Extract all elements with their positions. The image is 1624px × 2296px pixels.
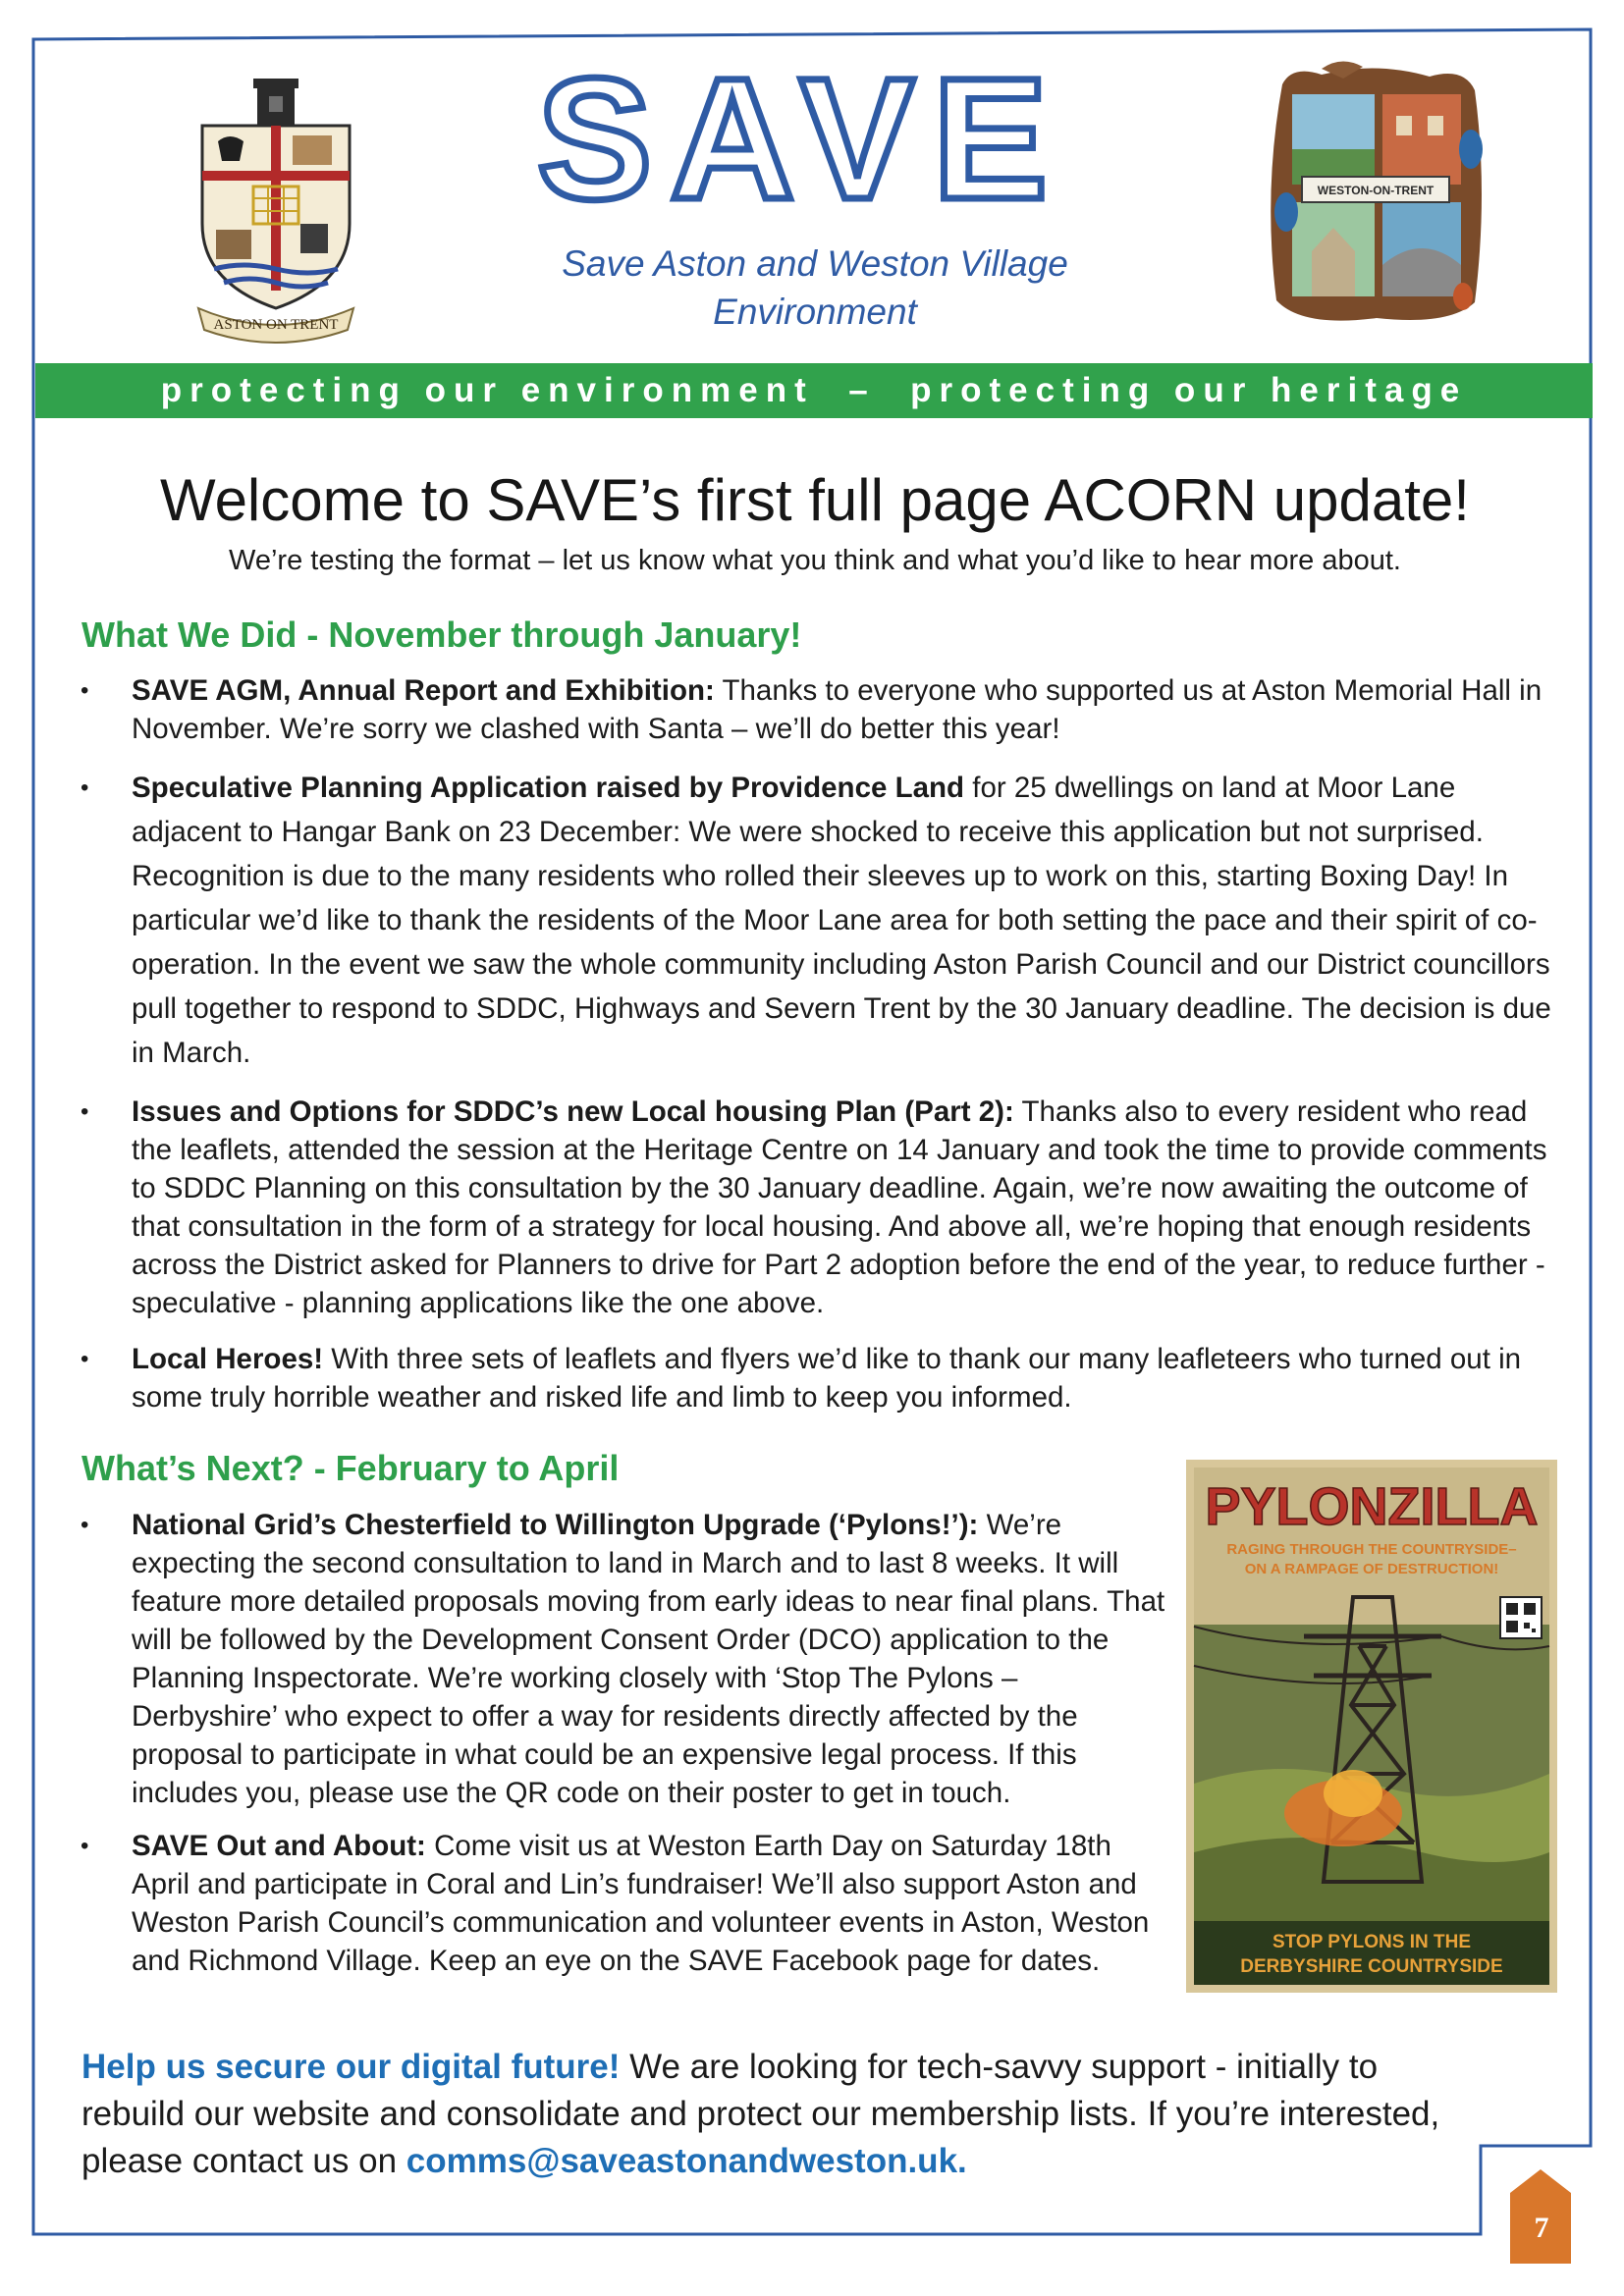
page-headline: Welcome to SAVE’s first full page ACORN update! <box>160 467 1470 533</box>
item-title: National Grid’s Chesterfield to Willington Upgrade (‘Pylons!’): <box>132 1509 979 1541</box>
section-heading-whats-next: What’s Next? - February to April <box>81 1448 620 1488</box>
svg-text:WESTON-ON-TRENT: WESTON-ON-TRENT <box>1317 184 1435 197</box>
whats-next-list <box>79 1506 1170 1995</box>
what-we-did-list <box>79 671 1551 1434</box>
list-item <box>79 1827 1170 1980</box>
tagline: Save Aston and Weston Village Environment <box>562 243 1068 332</box>
item-title: Speculative Planning Application raised by Providence Land <box>132 772 965 804</box>
pylonzilla-poster <box>1186 1460 1557 1993</box>
item-text: We’re expecting the second consultation to land in March and to last 8 weeks. It will feature more detailed proposals moving from early ideas to near final plans. That will be followed by the Development Consent Order (DCO) application to the Planning Inspectorate. We’re working closely with ‘Stop The Pylons – Derbyshire’ who expect to offer a way for residents directly affected by the proposal to participate in what could be an expensive legal process. If this includes you, please use the QR code on their poster to get in touch. <box>132 1509 1165 1809</box>
page-number: 7 <box>1534 2212 1549 2244</box>
svg-text:ON A RAMPAGE OF DESTRUCTION!: ON A RAMPAGE OF DESTRUCTION! <box>1244 1561 1499 1577</box>
svg-text:PYLONZILLA: PYLONZILLA <box>1205 1477 1539 1536</box>
item-text: for 25 dwellings on land at Moor Lane adjacent to Hangar Bank on 23 December: We were shocked to receive this application but not surprised. Recognition is due to the many residents who rolled their sleeves up to work on this, starting Boxing Day! In particular we’d like to thank the residents of the Moor Lane area for both setting the pace and their spirit of co-operation. In the event we saw the whole community including Aston Parish Council and our District councillors pull together to respond to SDDC, Highways and Severn Trent by the 30 January deadline. The decision is due in March. <box>132 772 1551 1069</box>
closing-lead: Help us secure our digital future! <box>81 2048 621 2086</box>
list-item <box>79 1506 1170 1812</box>
item-text: Thanks to everyone who supported us at Aston Memorial Hall in November. We’re sorry we clashed with Santa – we’ll do better this year! <box>132 674 1543 745</box>
list-item <box>79 766 1551 1075</box>
section-heading-what-we-did: What We Did - November through January! <box>81 614 802 655</box>
list-item <box>79 1093 1551 1322</box>
item-title: SAVE AGM, Annual Report and Exhibition: <box>132 674 715 707</box>
list-item <box>79 1340 1551 1416</box>
aston-crest-logo <box>185 77 367 344</box>
list-item <box>79 671 1551 748</box>
svg-text:DERBYSHIRE COUNTRYSIDE: DERBYSHIRE COUNTRYSIDE <box>1240 1956 1503 1977</box>
contact-email-link[interactable]: comms@saveastonandweston.uk. <box>406 2142 967 2180</box>
item-title: Local Heroes! <box>132 1343 324 1375</box>
svg-text:ASTON ON TRENT: ASTON ON TRENT <box>213 317 339 333</box>
save-logo-title <box>530 51 1072 218</box>
svg-text:STOP PYLONS IN THE: STOP PYLONS IN THE <box>1272 1932 1472 1952</box>
svg-text:SAVE: SAVE <box>536 51 1066 218</box>
item-text: Thanks also to every resident who read the leaflets, attended the session at the Heritage Centre on 14 January and took the time to provide comments to SDDC Planning on this consultation by the 30 January deadline. Again, we’re now awaiting the outcome of that consultation in the form of a strategy for local housing. And above all, we’re hoping that enough residents across the District asked for Planners to drive for Part 2 adoption before the end of the year, to reduce further - speculative - planning applications like the one above. <box>132 1095 1547 1319</box>
mission-banner: protecting our environment – protecting our heritage <box>35 363 1593 418</box>
weston-village-sign-logo <box>1253 55 1498 338</box>
item-title: Issues and Options for SDDC’s new Local housing Plan (Part 2): <box>132 1095 1014 1128</box>
page-subheadline: We’re testing the format – let us know what you think and what you’d like to hear more about. <box>229 545 1401 576</box>
closing-appeal <box>81 2044 1486 2185</box>
svg-text:RAGING THROUGH THE COUNTRYSIDE: RAGING THROUGH THE COUNTRYSIDE– <box>1226 1541 1517 1558</box>
item-text: Come visit us at Weston Earth Day on Saturday 18th April and participate in Coral and Lin’s fundraiser! We’ll also support Aston and Weston Parish Council’s communication and volunteer events in Aston, Weston and Richmond Village. Keep an eye on the SAVE Facebook page for dates. <box>132 1830 1150 1977</box>
item-title: SAVE Out and About: <box>132 1830 426 1862</box>
item-text: With three sets of leaflets and flyers we’d like to thank our many leafleteers who turned out in some truly horrible weather and risked life and limb to keep you informed. <box>132 1343 1522 1414</box>
closing-text: We are looking for tech-savvy support - initially to rebuild our website and consolidate and protect our membership lists. If you’re interested, please contact us on <box>81 2048 1440 2180</box>
